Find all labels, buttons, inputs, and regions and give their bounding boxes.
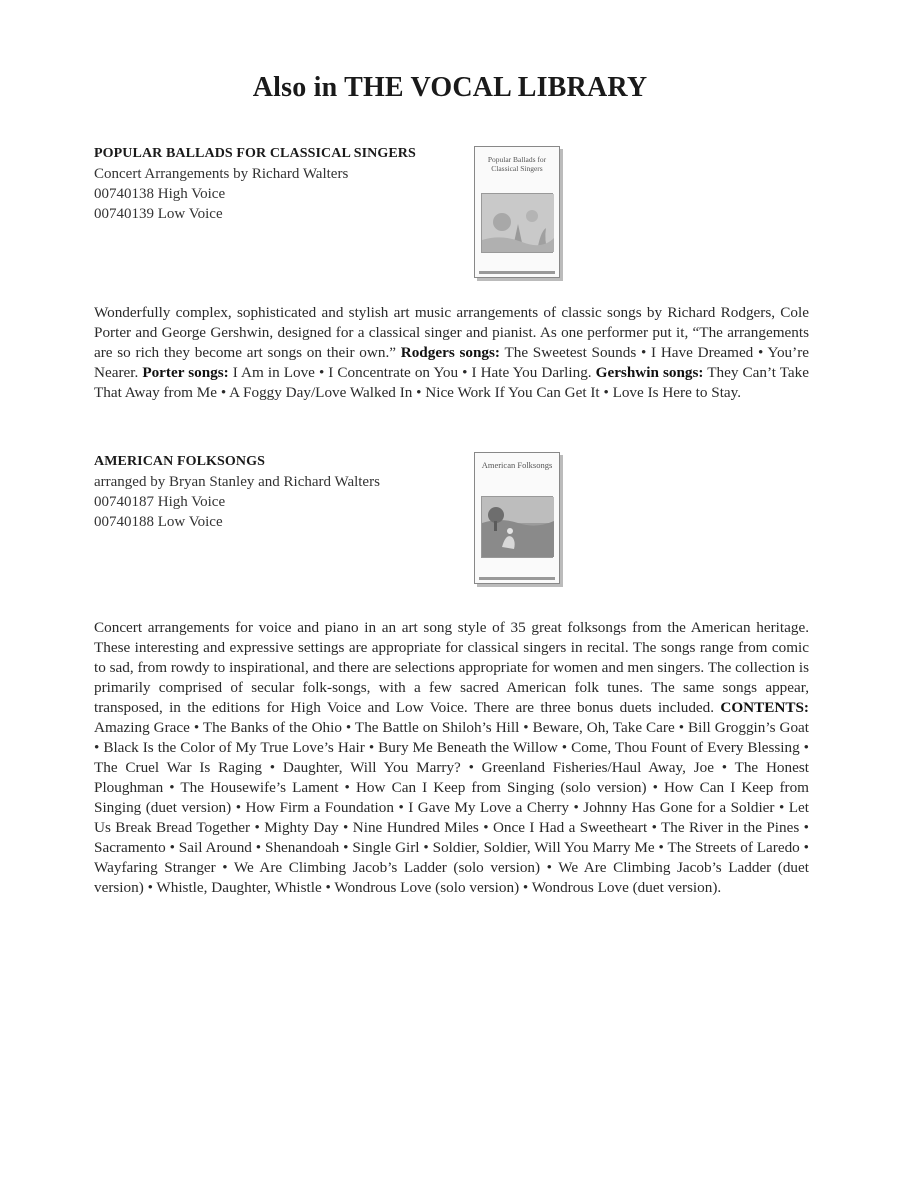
- book-cover-american-folksongs: [474, 452, 560, 584]
- gershwin-songs-label: Gershwin songs:: [595, 364, 704, 381]
- cover-title: Popular Ballads for Classical Singers: [487, 155, 547, 173]
- cover-photo-icon: [482, 497, 554, 557]
- book-description-popular-ballads: [94, 303, 809, 403]
- porter-songs-list: I Am in Love • I Concentrate on You • I Hate You Darling.: [228, 364, 596, 381]
- book-description-american-folksongs: [94, 618, 809, 898]
- book-entry-american-folksongs: [94, 452, 380, 532]
- item-number-high-voice: 00740138 High Voice: [94, 186, 226, 202]
- page-title: Also in THE VOCAL LIBRARY: [252, 72, 648, 103]
- rodgers-songs-label: Rodgers songs:: [400, 344, 500, 361]
- rodgers-songs-list: The Sweetest Sounds • I Have Dreamed • You’re Nearer.: [94, 344, 809, 381]
- cover-footer-bar: [479, 577, 555, 580]
- cover-illustration: [481, 193, 553, 253]
- book-arranger: arranged by Bryan Stanley and Richard Walters: [94, 474, 380, 490]
- book-arranger: Concert Arrangements by Richard Walters: [94, 166, 349, 182]
- book-title: AMERICAN FOLKSONGS: [94, 454, 265, 469]
- book-cover-popular-ballads: [474, 146, 560, 278]
- cover-footer-bar: [479, 271, 555, 274]
- porter-songs-label: Porter songs:: [142, 364, 229, 381]
- cover-photo: [481, 496, 553, 558]
- item-number-low-voice: 00740139 Low Voice: [94, 206, 223, 222]
- description-text: Concert arrangements for voice and piano in an art song style of 35 great folksongs from the American heritage. These interesting and expressive settings are appropriate for classical singers in recital. The songs range from comic to sad, from rowdy to inspirational, and there are selections appropriate for women and men singers. The collection is primarily comprised of secular folk-songs, with a few sacred American folk tunes. The same songs appear, transposed, in the editions for High Voice and Low Voice. There are three bonus duets included.: [94, 619, 809, 716]
- item-number-high-voice: 00740187 High Voice: [94, 494, 226, 510]
- description-text: Wonderfully complex, sophisticated and stylish art music arrangements of classic songs by Richard Rodgers, Cole Porter and George Gershwin, designed for a classical singer and pianist. As one performer put it, “The arrangements are so rich they become art songs on their own.”: [94, 304, 809, 361]
- cover-art-icon: [482, 194, 554, 252]
- contents-label: CONTENTS:: [720, 699, 809, 716]
- item-number-low-voice: 00740188 Low Voice: [94, 514, 223, 530]
- gershwin-songs-list: They Can’t Take That Away from Me • A Foggy Day/Love Walked In • Nice Work If You Can Get It • Love Is Here to Stay.: [94, 364, 810, 401]
- book-entry-popular-ballads: [94, 144, 416, 224]
- book-title: POPULAR BALLADS FOR CLASSICAL SINGERS: [94, 146, 416, 161]
- cover-title: American Folksongs: [481, 460, 553, 470]
- contents-list: Amazing Grace • The Banks of the Ohio • The Battle on Shiloh’s Hill • Beware, Oh, Take Care • Bill Groggin’s Goat • Black Is the Color of My True Love’s Hair • Bury Me Beneath the Willow • Come, Thou Fount of Every Blessing • The Cruel War Is Raging • Daughter, Will You Marry? • Greenland Fisheries/Haul Away, Joe • The Honest Ploughman • The Housewife’s Lament • How Can I Keep from Singing (solo version) • How Can I Keep from Singing (duet version) • How Firm a Foundation • I Gave My Love a Cherry • Johnny Has Gone for a Soldier • Let Us Break Bread Together • Mighty Day • Nine Hundred Miles • Once I Had a Sweetheart • The River in the Pines • Sacramento • Sail Around • Shenandoah • Single Girl • Soldier, Soldier, Will You Marry Me • The Streets of Laredo • Wayfaring Stranger • We Are Climbing Jacob’s Ladder (solo version) • We Are Climbing Jacob’s Ladder (duet version) • Whistle, Daughter, Whistle • Wondrous Love (solo version) • Wondrous Love (duet version).: [94, 719, 809, 896]
